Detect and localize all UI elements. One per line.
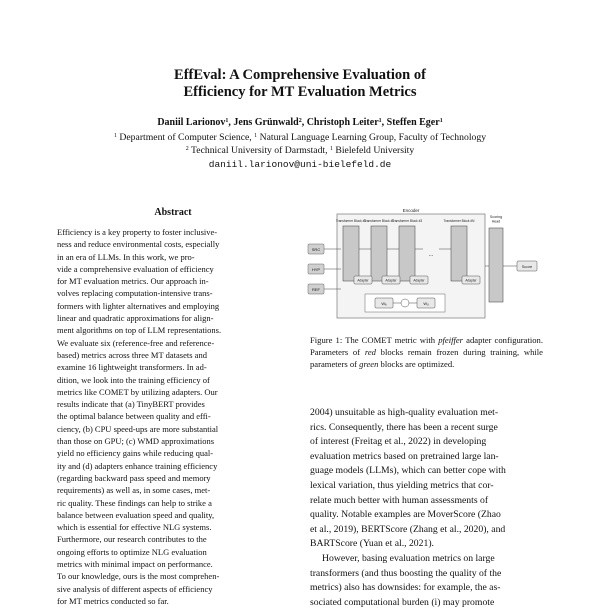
text-line: However, basing evaluation metrics on large xyxy=(322,553,495,564)
author-affiliation-mark: 2 xyxy=(298,118,302,124)
text-line: et al., 2019), BERTScore (Zhang et al., 2020), and xyxy=(310,523,506,535)
caption-text: adapter configuration. Parameters of xyxy=(310,335,544,357)
input-src xyxy=(308,244,324,254)
caption-text: blocks remain frozen during training, while parameters of xyxy=(310,347,543,369)
text-line: the optimal balance between quality and effi- xyxy=(57,411,211,422)
text-line: evaluation metrics based on pretrained large lan- xyxy=(310,450,499,462)
block-label: Transformer Block #2 xyxy=(363,219,395,223)
text-line: To our knowledge, ours is the most comprehen- xyxy=(57,571,220,582)
caption-italic: pfeiffer xyxy=(438,335,464,345)
paper-title xyxy=(0,67,600,101)
adapter-detail xyxy=(365,294,445,312)
title-line-2: Efficiency for MT Evaluation Metrics xyxy=(183,84,417,100)
text-line: metrics with minimal impact on performance. xyxy=(57,559,213,570)
caption-text: blocks are optimized. xyxy=(378,359,455,369)
input-hyp xyxy=(308,264,324,274)
scoring-head xyxy=(489,215,503,302)
comet-architecture-svg xyxy=(305,204,545,328)
text-line: Efficiency is a key property to foster inclusive- xyxy=(57,227,218,237)
text-line: We evaluate six (reference-free and reference- xyxy=(57,337,215,348)
text-line: BARTScore (Yuan et al., 2021). xyxy=(310,538,434,550)
text-line: metrics) also has downsides: for example, the as- xyxy=(310,582,501,594)
author-affiliation-mark: 1 xyxy=(378,118,382,124)
text-line: quality. Notable examples are MoverScore (Zhao xyxy=(310,509,501,521)
text-line: linear and quadratic approximations for align- xyxy=(57,313,214,324)
input-ref xyxy=(308,284,324,294)
text-line: sociated computational burden (i) may promote xyxy=(310,596,495,608)
affiliation-line-2 xyxy=(0,145,600,157)
text-line: (regarding backward pass speed and memory xyxy=(57,472,211,483)
scoring-head-label-word: Head xyxy=(491,219,501,224)
text-line: lexical variation, thus yielding metrics that cor- xyxy=(310,479,494,491)
text-line: ric quality. These findings can help to strike a xyxy=(57,497,212,508)
block-label: Transformer Block #N xyxy=(443,219,475,223)
text-line: ity and (d) adapters enhance training efficiency xyxy=(57,460,218,471)
author-name: Steffen Eger xyxy=(386,117,440,128)
text-line: volves replacing computation-intensive trans- xyxy=(57,288,213,299)
adapter-label: Adapter xyxy=(413,278,425,283)
affiliation-text: Department of Computer Science, xyxy=(116,132,255,143)
block-label: Transformer Block #1 xyxy=(335,219,367,223)
figure-comet-diagram xyxy=(305,204,545,328)
input-src-label: SRC xyxy=(311,247,321,252)
adapter-down-label: Wₑ xyxy=(381,301,387,306)
text-line: requirements) as well as, in some cases, met- xyxy=(57,485,211,496)
adapter-1 xyxy=(354,276,372,284)
caption-italic: red xyxy=(364,347,376,357)
input-ref-label: REF xyxy=(312,287,320,292)
score-output xyxy=(517,261,537,271)
text-line: in an era of LLMs. In this work, we pro- xyxy=(57,251,195,262)
adapter-label: Adapter xyxy=(385,278,397,283)
text-line: formers with lighter alternatives and employing xyxy=(57,300,220,311)
text-line: sive analysis of different aspects of efficiency xyxy=(57,583,213,594)
author-name: Daniil Larionov xyxy=(157,117,226,128)
caption-text: Figure 1: The COMET metric with xyxy=(310,335,439,345)
text-line: 2004) unsuitable as high-quality evaluation met- xyxy=(310,407,499,418)
body-paragraph-1 xyxy=(310,406,543,552)
author-email: daniil.larionov@uni-bielefeld.de xyxy=(208,159,392,170)
text-line: than those on GPU; (c) WMD approximations xyxy=(57,436,215,447)
text-line: for MT evaluation metrics. Our approach in- xyxy=(57,276,209,287)
text-line: ongoing efforts to optimize NLG evaluation xyxy=(57,546,207,557)
text-line: ment algorithms on top of LLM representations. xyxy=(57,325,222,336)
caption-italic: green xyxy=(359,359,379,369)
text-line: which is essential for effective NLG systems. xyxy=(57,522,212,533)
text-line: metrics like COMET by utilizing adapters. Our xyxy=(57,386,218,397)
text-line: examine 16 lightweight transformers. In ad- xyxy=(57,362,207,373)
adapter-2 xyxy=(382,276,400,284)
affiliation-text: Technical University of Darmstadt, xyxy=(188,145,330,156)
text-line: based) metrics across three MT datasets and xyxy=(57,349,207,360)
encoder-label: Encoder xyxy=(402,208,420,213)
affiliation-mark: 1 xyxy=(254,133,258,139)
text-line: relate much better with human assessments of xyxy=(310,494,489,506)
text-line: for MT metrics conducted so far. xyxy=(57,595,169,606)
abstract-body xyxy=(57,226,289,607)
text-line: transformers (and thus boosting the quality of the xyxy=(310,567,502,579)
text-line: Furthermore, our research contributes to the xyxy=(57,534,207,545)
adapter-up-label: Wᵤ xyxy=(423,301,429,306)
author-list: Daniil Larionov$^1$, Jens Grünwald$^2$, Christoph Leiter$^1$, Steffen Eger$^1$ xyxy=(157,117,443,128)
ellipsis: ... xyxy=(428,252,434,258)
affiliation-mark: 1 xyxy=(113,133,117,139)
text-line: guage models (LLMs), which can better cope with xyxy=(310,465,506,477)
author-name: Jens Grünwald xyxy=(233,117,299,128)
scoring-head-label xyxy=(490,215,502,223)
score-label: Score xyxy=(521,264,533,269)
text-line: dition, we look into the training efficiency of xyxy=(57,374,210,385)
text-line: balance between evaluation speed and quality, xyxy=(57,509,215,520)
input-hyp-label: HYP xyxy=(311,267,321,272)
scoring-head-label-word: Scoring xyxy=(489,215,503,219)
text-line: of interest (Freitag et al., 2022) in developing xyxy=(310,436,487,448)
activation-node xyxy=(401,299,409,307)
affiliation-mark: 1 xyxy=(329,146,333,152)
adapter-n xyxy=(462,276,480,284)
affiliation-mark: 2 xyxy=(185,146,189,152)
text-line: vide a comprehensive evaluation of efficiency xyxy=(57,263,214,274)
title-line-1: EffEval: A Comprehensive Evaluation of xyxy=(174,67,426,83)
adapter-label: Adapter xyxy=(465,278,477,283)
adapter-label: Adapter xyxy=(357,278,369,283)
abstract-heading: Abstract xyxy=(154,207,192,218)
text-line: results indicate that (a) TinyBERT provides xyxy=(57,399,205,410)
author-affiliation-mark: 1 xyxy=(439,118,443,124)
text-line: ness and reduce environmental costs, especially xyxy=(57,239,220,250)
block-label: Transformer Block #3 xyxy=(391,219,423,223)
text-line: ciency, (b) CPU speed-ups are more substantial xyxy=(57,423,219,434)
body-paragraph-2 xyxy=(310,552,543,610)
author-affiliation-mark: 1 xyxy=(225,118,229,124)
text-line: yield no efficiency gains while reducing qual- xyxy=(57,448,214,459)
affiliation-line-1 xyxy=(0,132,600,144)
affiliation-text: Bielefeld University xyxy=(332,145,415,156)
affiliation-text: Natural Language Learning Group, Faculty of Technology xyxy=(257,132,487,143)
adapter-3 xyxy=(410,276,428,284)
text-line: rics. Consequently, there has been a recent surge xyxy=(310,421,498,433)
figure-caption xyxy=(310,334,543,370)
author-name: Christoph Leiter xyxy=(306,117,379,128)
